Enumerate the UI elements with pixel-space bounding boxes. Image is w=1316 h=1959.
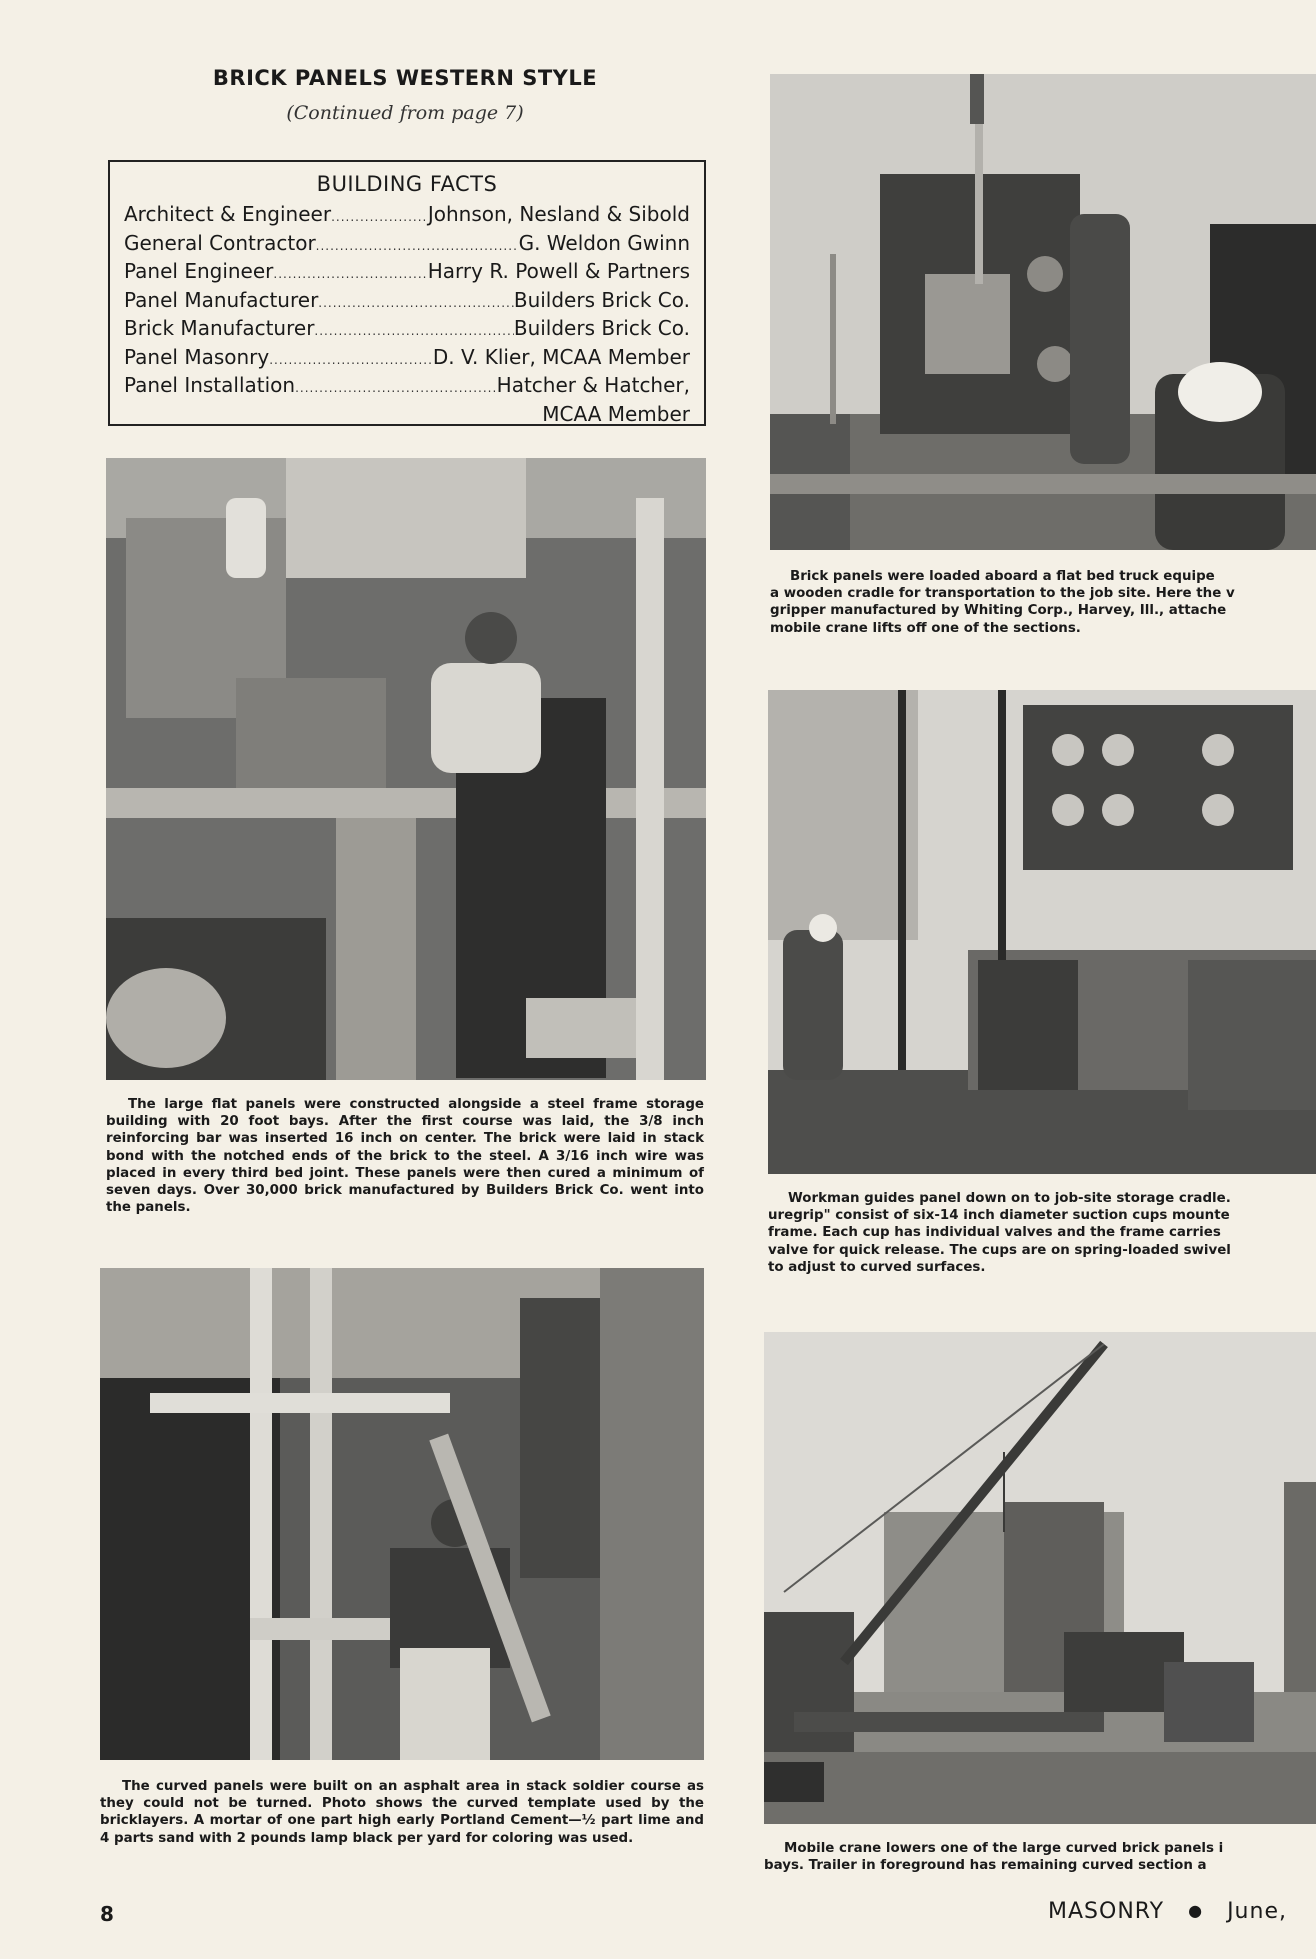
issue-date: June, [1227,1899,1287,1924]
photo-curved-template [100,1268,704,1760]
fact-row [124,373,690,402]
page-number: 8 [100,1902,114,1926]
fact-row [124,288,690,317]
building-facts-box [108,160,706,426]
caption-panel-guiding [768,1190,1316,1276]
caption-mobile-crane [764,1840,1316,1874]
caption-line: mobile crane lifts off one of the sections. [770,620,1081,636]
fact-label: Panel Engineer [124,259,274,283]
photo-mobile-crane [764,1332,1316,1824]
fact-value: Builders Brick Co. [513,316,690,340]
photo-panel-guiding [768,690,1316,1174]
caption-line: Brick panels were loaded aboard a flat bed truck equipe [790,569,1215,584]
photo-flat-panel-construction [106,458,706,1080]
caption-truck-loading [770,568,1316,637]
fact-label: Panel Masonry [124,344,270,369]
caption-line: frame. Each cup has individual valves and the frame carries [768,1225,1221,1241]
caption-line: uregrip" consist of six-14 inch diameter suction cups mounte [768,1208,1230,1224]
caption-line: Workman guides panel down on to job-site storage cradle. [788,1191,1231,1206]
caption-line: bays. Trailer in foreground has remaining curved section a [764,1858,1207,1874]
building-facts-heading: BUILDING FACTS [316,172,498,196]
caption-line: Mobile crane lowers one of the large curved brick panels i [784,1841,1224,1856]
photo-truck-loading [770,74,1316,550]
fact-row [124,345,690,374]
article-title: BRICK PANELS WESTERN STYLE [212,66,598,90]
fact-label: Architect & Engineer [124,202,332,226]
fact-value: Hatcher & Hatcher, [496,373,690,397]
caption-line: gripper manufactured by Whiting Corp., Harvey, Ill., attache [770,603,1227,619]
fact-row-continuation [124,402,690,428]
fact-label: Panel Manufacturer [124,287,319,312]
fact-value: Harry R. Powell & Partners [427,259,690,283]
fact-value: D. V. Klier, MCAA Member [432,344,690,369]
fact-row [124,259,690,288]
fact-value: Johnson, Nesland & Sibold [427,202,690,226]
fact-row [124,231,690,260]
magazine-footer [1048,1899,1287,1924]
fact-value: G. Weldon Gwinn [518,230,690,255]
fact-label: General Contractor [124,230,316,255]
fact-label: Panel Installation [124,373,296,397]
fact-value: MCAA Member [542,401,690,426]
continued-note: (Continued from page 7) [286,102,524,124]
fact-value: Builders Brick Co. [513,287,690,312]
magazine-name: MASONRY [1048,1899,1165,1924]
caption-line: valve for quick release. The cups are on spring-loaded swivel [768,1242,1231,1258]
footer-bullet: ● [1188,1901,1204,1920]
fact-label: Brick Manufacturer [124,316,315,340]
fact-row [124,316,690,345]
caption-line: a wooden cradle for transportation to the job site. Here the v [770,586,1235,602]
caption-flat-panels: The large flat panels were constructed alongside a steel frame storage building with 20 foot bays. After the first course was laid, the 3/8 inch reinforcing bar was inserted 16 inch on center. The brick were laid in stack bond with the notched ends of the brick to the steel. A 3/16 inch wire was placed in every third bed joint. These panels were then cured a minimum of seven days. Over 30,000 brick manufactured by Builders Brick Co. went into the panels. [106,1097,704,1216]
caption-line: to adjust to curved surfaces. [768,1259,986,1275]
caption-curved-panels: The curved panels were built on an asphalt area in stack soldier course as they could not be turned. Photo shows the curved template used by the bricklayers. A mortar of one part high early Portland Cement—½ part lime and 4 parts sand with 2 pounds lamp black per yard for coloring was used. [100,1779,704,1846]
fact-row [124,202,690,231]
